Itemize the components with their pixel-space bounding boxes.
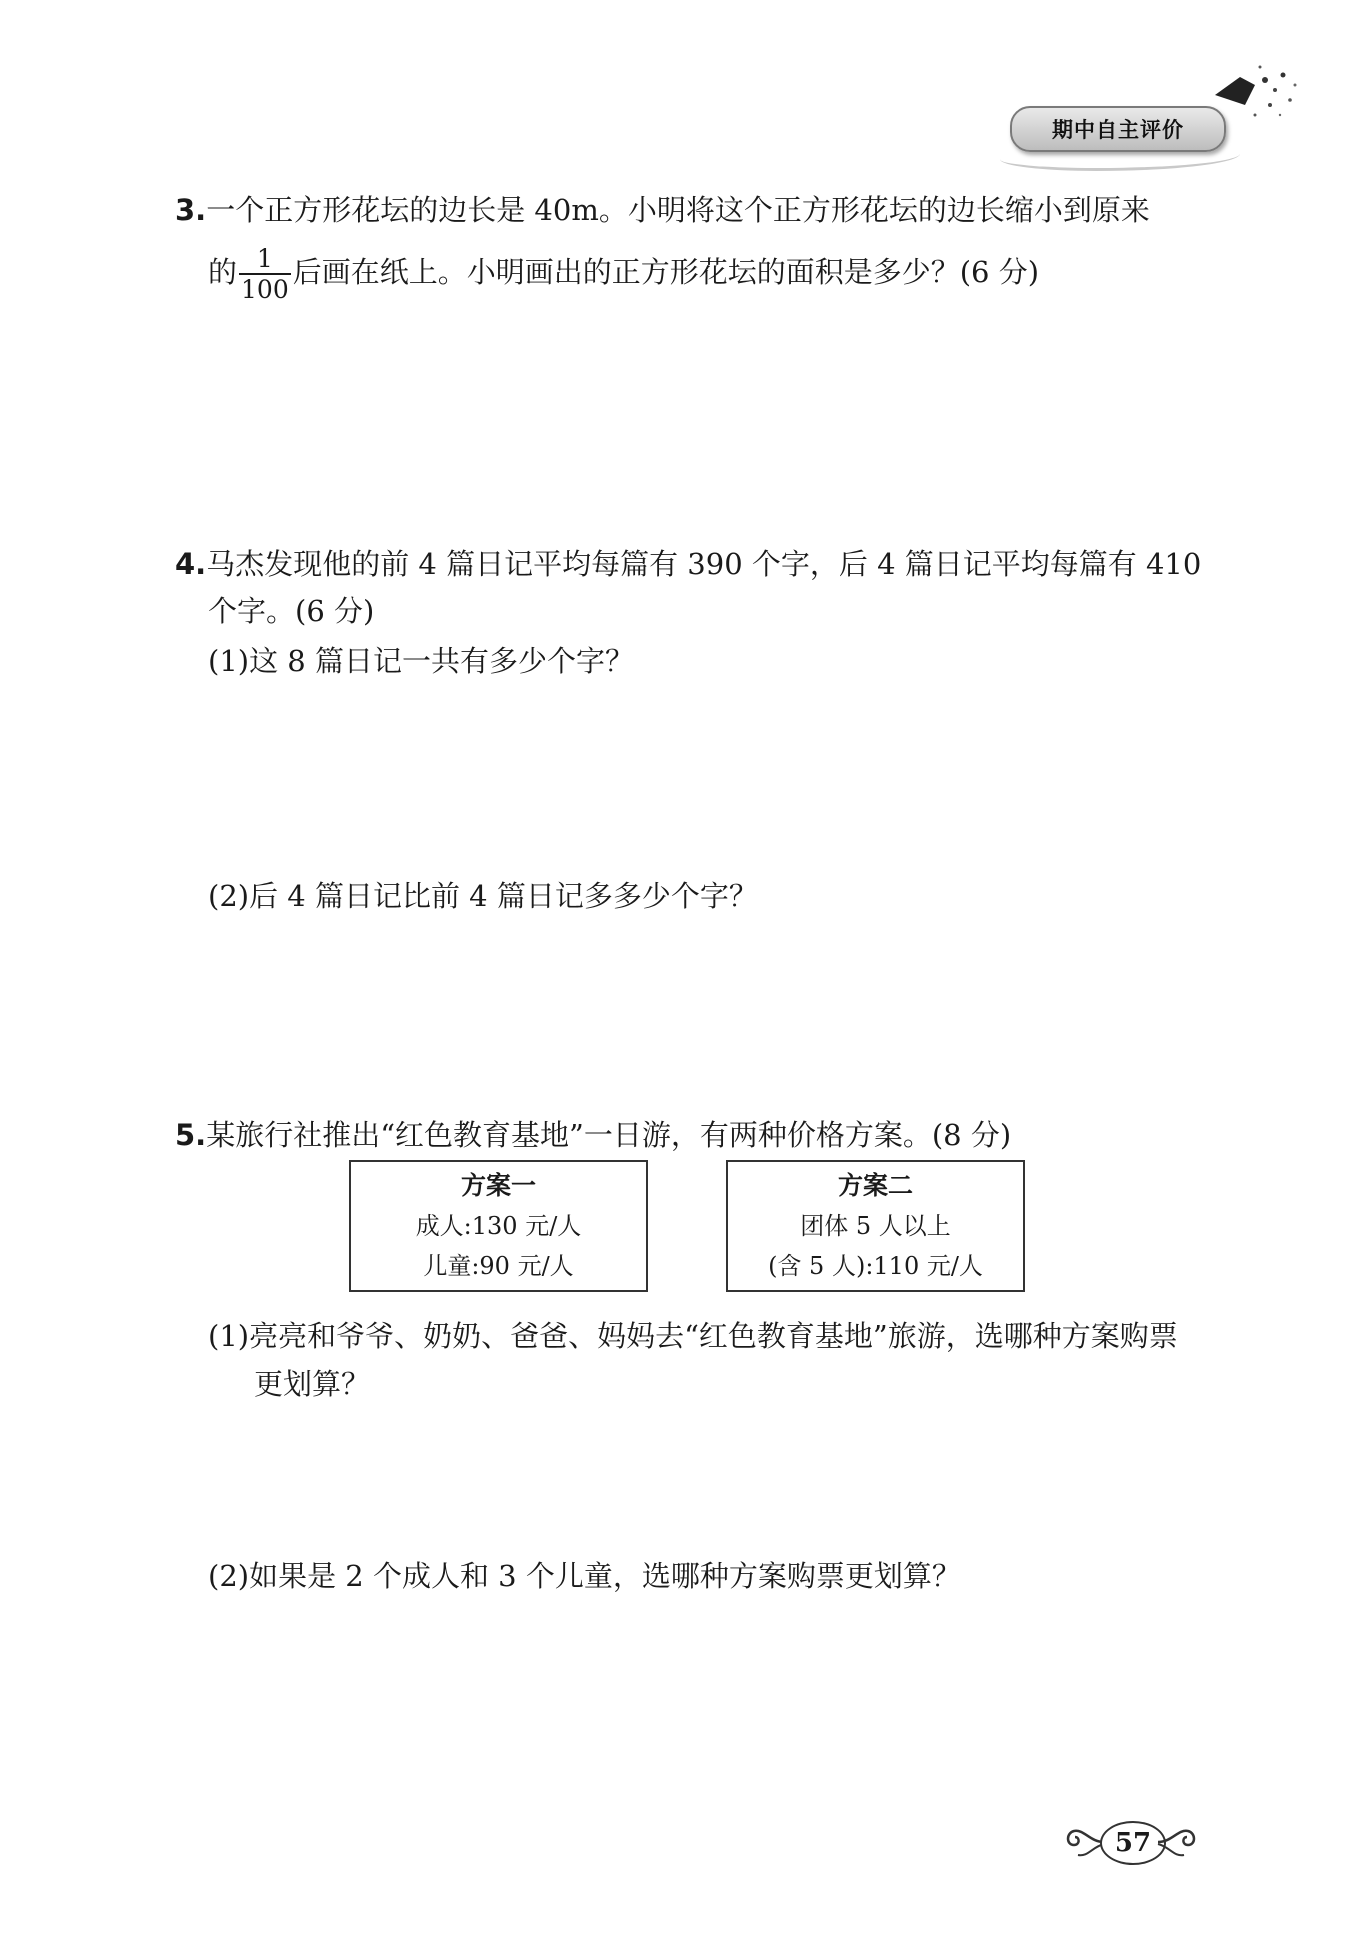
q3-text-1: 一个正方形花坛的边长是 40m。小明将这个正方形花坛的边长缩小到原来 <box>206 193 1150 227</box>
q3-number: 3. <box>175 193 207 227</box>
plan-two-box <box>726 1160 1025 1292</box>
q4-sub-question-1: (1)这 8 篇日记一共有多少个字？ <box>208 644 634 678</box>
q3-fraction-numerator: 1 <box>256 244 273 273</box>
q4-text-1: 马杰发现他的前 4 篇日记平均每篇有 390 个字，后 4 篇日记平均每篇有 410 <box>206 547 1202 581</box>
q5-line-1 <box>175 1117 1011 1153</box>
q3-line-1 <box>175 192 1150 228</box>
q5-sub-question-1-line-1: (1)亮亮和爷爷、奶奶、爸爸、妈妈去“红色教育基地”旅游，选哪种方案购票 <box>208 1319 1178 1353</box>
q4-line-1 <box>175 546 1201 582</box>
section-badge <box>1010 106 1226 152</box>
q5-text-1: 某旅行社推出“红色教育基地”一日游，有两种价格方案。(8 分) <box>206 1118 1012 1152</box>
q3-fraction <box>239 246 291 302</box>
plan-one-box <box>349 1160 648 1292</box>
plan-two-title: 方案二 <box>837 1171 913 1200</box>
plan-one-adult-price: 成人:130 元/人 <box>415 1212 582 1240</box>
right-scroll-ornament-icon <box>1156 1819 1202 1865</box>
q5-sub-question-2: (2)如果是 2 个成人和 3 个儿童，选哪种方案购票更划算？ <box>208 1559 961 1593</box>
q4-sub-question-2: (2)后 4 篇日记比前 4 篇日记多多少个字？ <box>208 879 758 913</box>
plan-one-title: 方案一 <box>460 1171 536 1200</box>
q4-number: 4. <box>175 547 207 581</box>
q4-line-2: 个字。(6 分) <box>208 594 375 628</box>
q3-text-2-prefix: 的 <box>208 255 238 289</box>
page-number-ornament <box>1060 1815 1200 1871</box>
plan-one-child-price: 儿童:90 元/人 <box>423 1252 574 1280</box>
q3-text-2-suffix: 后画在纸上。小明画出的正方形花坛的面积是多少？(6 分) <box>292 255 1040 289</box>
q3-line-2 <box>208 246 1039 302</box>
section-badge-label: 期中自主评价 <box>1052 118 1184 142</box>
q3-fraction-denominator: 100 <box>241 275 289 304</box>
page-number: 57 <box>1100 1821 1166 1865</box>
plan-two-group-price: (含 5 人):110 元/人 <box>768 1252 983 1280</box>
plan-two-group-condition: 团体 5 人以上 <box>800 1212 951 1240</box>
q5-number: 5. <box>175 1118 207 1152</box>
q5-sub-question-1-line-2: 更划算？ <box>254 1367 371 1401</box>
